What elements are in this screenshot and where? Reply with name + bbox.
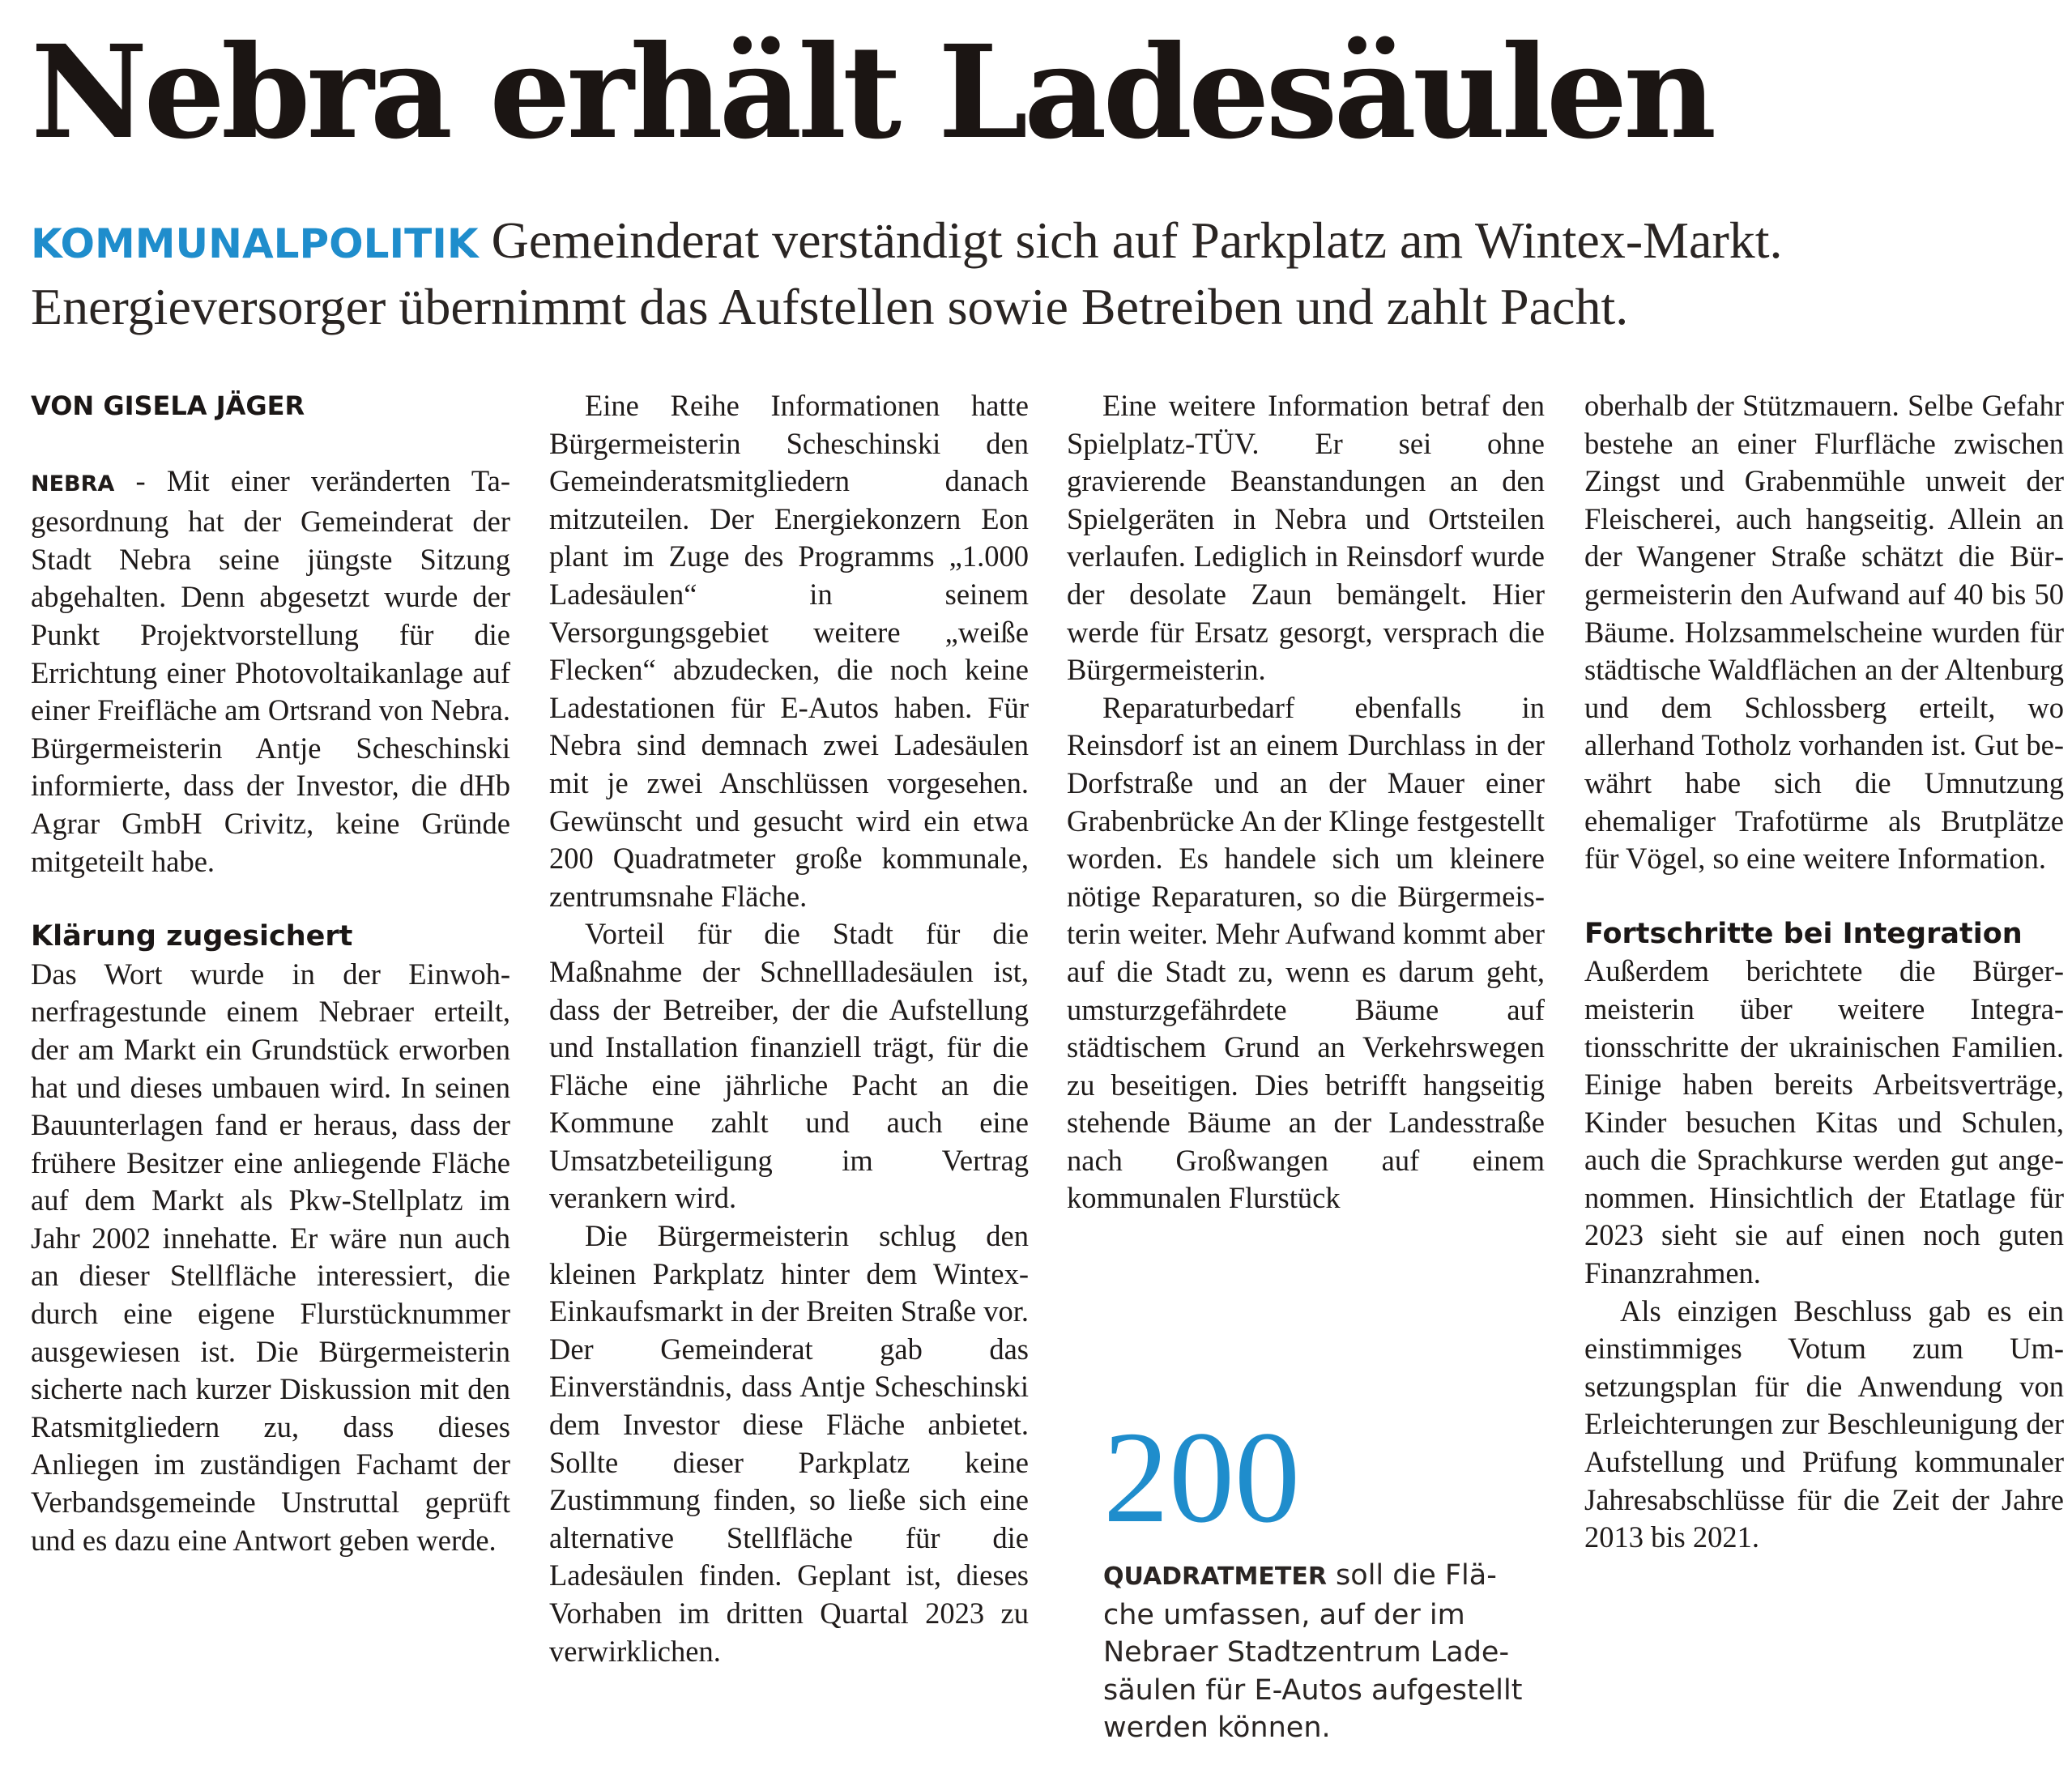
fact-number: 200 [1103, 1405, 1300, 1550]
fact-text [1103, 1557, 1524, 1747]
paragraph: Eine Reihe Informationen hatte Bürgermeisterin Scheschinski den Gemeinderatsmitgliedern danach mitzuteilen. Der Energiekonzern Eon plant im Zuge des Programms „1.000 Ladesäulen“ in seinem Versorgungsgebiet weitere „weiße Flecken“ abzudecken, die noch keine Ladestationen für E-Autos haben. Für Nebra sind demnach zwei Ladesäulen mit je zwei Anschlüssen vorgesehen. Gewünscht und gesucht wird ein etwa 200 Quadratmeter große kommunale, zentrumsnahe Fläche. [549, 389, 1029, 913]
section-kicker: KOMMUNALPOLITIK [31, 220, 479, 267]
fact-lead: QUADRATMETER [1103, 1562, 1327, 1591]
paragraph: Außerdem berichtete die Bürgermeisterin über weitere Integrationsschritte der ukrainischen Familien. Einige haben bereits Arbeitsverträge, Kinder besuchen Kitas und Schulen, auch die Sprachkurse werden gut angenommen. Hinsichtlich der Etatlage für 2023 sieht sie auf einen noch guten Finanzrahmen. [1584, 954, 2064, 1290]
paragraph: Vorteil für die Stadt für die Maßnahme der Schnellladesäulen ist, dass der Betreiber, der die Aufstellung und Installation finanziell trägt, für die Fläche eine jährliche Pacht an die Kommune zahlt und auch eine Umsatzbeteiligung im Vertrag verankern wird. [549, 917, 1029, 1215]
paragraph: Reparaturbedarf ebenfalls in Reinsdorf ist an einem Durchlass in der Dorfstraße und an der Mauer einer Grabenbrücke An der Klinge festgestellt worden. Es handele sich um kleinere nötige Reparaturen, so die Bürgermeisterin weiter. Mehr Aufwand kommt aber auf die Stadt zu, wenn es darum geht, umsturzgefährdete Bäume auf städtischem Grund an Verkehrswegen zu beseitigen. Dies betrifft hangseitig stehende Bäume an der Landesstraße nach Großwangen auf einem kommunalen Flurstück [1067, 690, 1545, 1215]
paragraph: Als einzigen Beschluss gab es ein einstimmiges Votum zum Umsetzungsplan für die Anwendung von Erleichterungen zur Beschleunigung der Aufstellung und Prüfung kommunaler Jahresabschlüsse für die Zeit der Jahre 2013 bis 2021. [1584, 1294, 2064, 1554]
paragraph [31, 463, 510, 881]
subheadline [31, 209, 2056, 339]
fact-body: soll die Fläche umfassen, auf der im Nebraer Stadtzentrum Ladesäulen für E-Autos aufgestellt werden können. [1103, 1559, 1523, 1745]
section-subtitle: Fortschritte bei Integration [1584, 917, 2023, 950]
fact-box [1103, 1405, 1524, 1747]
paragraph: Eine weitere Information betraf den Spielplatz-TÜV. Er sei ohne gravierende Beanstandungen an den Spielgeräten in Nebra und Ortsteilen verlaufen. Lediglich in Reinsdorf wurde der desolate Zaun bemängelt. Hier werde für Ersatz gesorgt, versprach die Bürgermeisterin. [1067, 389, 1545, 687]
dateline: NEBRA [31, 471, 115, 497]
article-column-1 [31, 387, 510, 1559]
paragraph: Das Wort wurde in der Einwohnerfragestunde einem Nebraer erteilt, der am Markt ein Grundstück erworben hat und dieses umbauen wird. In seinen Bauunterlagen fand er heraus, dass der frühere Besitzer eine anliegende Fläche auf dem Markt als Pkw-Stellplatz im Jahr 2002 innehatte. Er wäre nun auch an dieser Stellfläche interessiert, die durch eine eigene Flurstücknummer ausgewiesen ist. Die Bürgermeisterin sicherte nach kurzer Diskussion mit den Ratsmitgliedern zu, dass dieses Anliegen im zuständigen Fachamt der Verbandsgemeinde Unstruttal geprüft und es dazu eine Antwort geben werde. [31, 957, 510, 1557]
article-column-2 [549, 387, 1029, 1670]
paragraph: Die Bürgermeisterin schlug den kleinen Parkplatz hinter dem Wintex-Einkaufsmarkt in der Breiten Straße vor. Der Gemeinderat gab das Einverständnis, dass Antje Scheschinski dem Investor diese Fläche anbietet. Sollte dieser Parkplatz keine Zustimmung finden, so ließe sich eine alternative Stellfläche für die Ladesäulen finden. Geplant ist, dieses Vorhaben im dritten Quartal 2023 zu verwirklichen. [549, 1219, 1029, 1668]
article-column-3 [1067, 387, 1545, 1217]
subheadline-text: Gemeinderat verständigt sich auf Parkplatz am Wintex-Markt. Energieversorger übernimmt das Aufstellen sowie Betreiben und zahlt Pacht. [31, 211, 1783, 335]
article-column-4 [1584, 387, 2064, 1557]
paragraph-text: - Mit einer veränderten Tagesordnung hat der Gemeinderat der Stadt Nebra seine jüngste Sitzung abgehalten. Denn abgesetzt wurde der Punkt Projektvorstellung für die Errichtung einer Photovoltaikanlage auf einer Freifläche am Ortsrand von Nebra. Bürgermeisterin Antje Scheschinski informierte, dass der Investor, die dHb Agrar GmbH Crivitz, keine Gründe mitgeteilt habe. [31, 463, 510, 878]
author-byline: VON GISELA JÄGER [31, 390, 305, 421]
headline: Nebra erhält Ladesäulen [31, 18, 1713, 168]
section-subtitle: Klärung zugesichert [31, 920, 353, 953]
paragraph: oberhalb der Stützmauern. Selbe Gefahr bestehe an einer Flurfläche zwischen Zingst und Grabenmühle unweit der Fleischerei, auch hangseitig. Allein an der Wangener Straße schätzt die Bürgermeisterin den Aufwand auf 40 bis 50 Bäume. Holzsammelscheine wurden für städtische Waldflächen an der Altenburg und dem Schlossberg erteilt, wo allerhand Totholz vorhanden ist. Gut bewährt habe sich die Umnutzung ehemaliger Trafotürme als Brutplätze für Vögel, so eine weitere Information. [1584, 389, 2064, 876]
